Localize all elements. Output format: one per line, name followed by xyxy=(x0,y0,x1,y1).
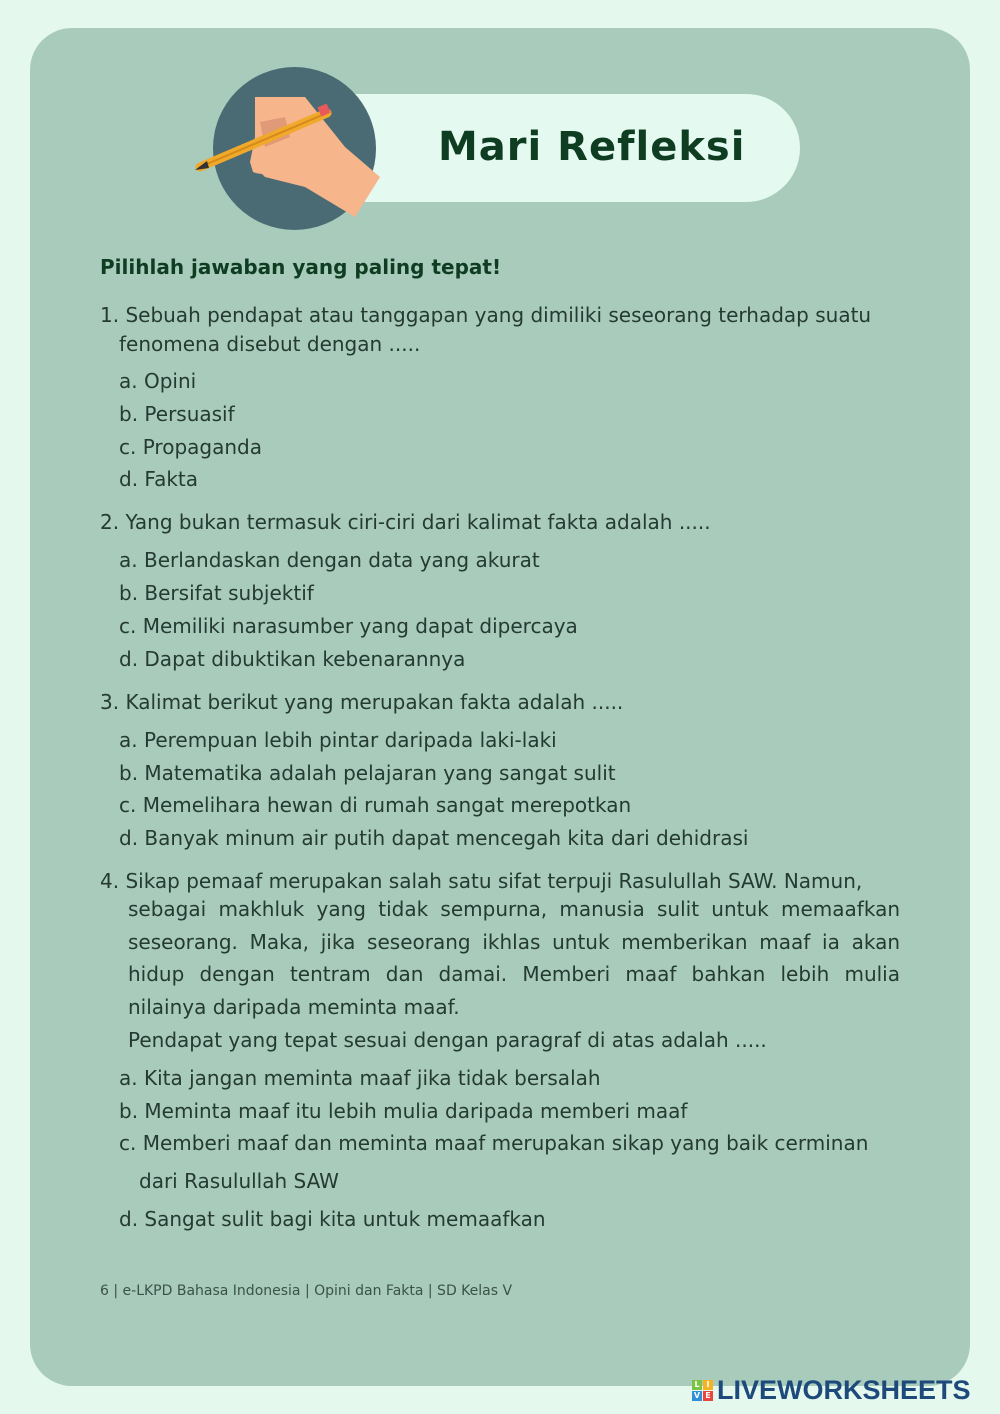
q2-option-c[interactable]: c. Memiliki narasumber yang dapat dipercaya xyxy=(119,614,578,638)
question-4: 4. Sikap pemaaf merupakan salah satu sifat terpuji Rasulullah SAW. Namun, xyxy=(100,869,863,893)
q2-option-d[interactable]: d. Dapat dibuktikan kebenarannya xyxy=(119,647,466,671)
q4-option-a[interactable]: a. Kita jangan meminta maaf jika tidak bersalah xyxy=(119,1066,601,1090)
question-1: 1. Sebuah pendapat atau tanggapan yang dimiliki seseorang terhadap suatu xyxy=(100,303,872,327)
q4-option-c-cont: dari Rasulullah SAW xyxy=(139,1169,339,1193)
brand-name: LIVEWORKSHEETS xyxy=(717,1375,971,1405)
q4-para-2: seseorang. Maka, jika seseorang ikhlas untuk memberikan maaf ia akan xyxy=(128,930,900,954)
liveworksheets-logo xyxy=(692,1375,971,1406)
q4-option-b[interactable]: b. Meminta maaf itu lebih mulia daripada memberi maaf xyxy=(119,1099,688,1123)
q3-option-b[interactable]: b. Matematika adalah pelajaran yang sangat sulit xyxy=(119,761,616,785)
question-1-cont: fenomena disebut dengan ..... xyxy=(119,332,421,356)
logo-letter: L xyxy=(692,1380,702,1390)
logo-letter: I xyxy=(703,1380,713,1390)
q1-option-b[interactable]: b. Persuasif xyxy=(119,402,235,426)
q2-option-b[interactable]: b. Bersifat subjektif xyxy=(119,581,314,605)
q4-option-c[interactable]: c. Memberi maaf dan meminta maaf merupakan sikap yang baik cerminan xyxy=(119,1131,869,1155)
page-footer: 6 | e-LKPD Bahasa Indonesia | Opini dan Fakta | SD Kelas V xyxy=(100,1283,513,1299)
q4-para-1: sebagai makhluk yang tidak sempurna, manusia sulit untuk memaafkan xyxy=(128,897,900,921)
hand-writing-pencil-icon xyxy=(195,67,385,237)
logo-letter: V xyxy=(693,1391,701,1400)
live-squares-icon xyxy=(692,1380,713,1401)
q3-option-d[interactable]: d. Banyak minum air putih dapat mencegah kita dari dehidrasi xyxy=(119,826,749,850)
logo-letter: E xyxy=(703,1391,713,1401)
question-3: 3. Kalimat berikut yang merupakan fakta adalah ..... xyxy=(100,690,624,714)
q4-prompt: Pendapat yang tepat sesuai dengan paragraf di atas adalah ..... xyxy=(128,1028,767,1052)
question-2: 2. Yang bukan termasuk ciri-ciri dari kalimat fakta adalah ..... xyxy=(100,510,711,534)
q2-option-a[interactable]: a. Berlandaskan dengan data yang akurat xyxy=(119,548,540,572)
q1-option-a[interactable]: a. Opini xyxy=(119,369,197,393)
instruction: Pilihlah jawaban yang paling tepat! xyxy=(100,255,502,279)
q4-option-d[interactable]: d. Sangat sulit bagi kita untuk memaafkan xyxy=(119,1207,546,1231)
q3-option-c[interactable]: c. Memelihara hewan di rumah sangat merepotkan xyxy=(119,793,632,817)
page-title: Mari Refleksi xyxy=(438,124,746,170)
q3-option-a[interactable]: a. Perempuan lebih pintar daripada laki-laki xyxy=(119,728,557,752)
q4-para-4: nilainya daripada meminta maaf. xyxy=(128,995,460,1019)
q4-para-3: hidup dengan tentram dan damai. Memberi maaf bahkan lebih mulia xyxy=(128,962,900,986)
q1-option-d[interactable]: d. Fakta xyxy=(119,467,199,491)
q1-option-c[interactable]: c. Propaganda xyxy=(119,435,262,459)
